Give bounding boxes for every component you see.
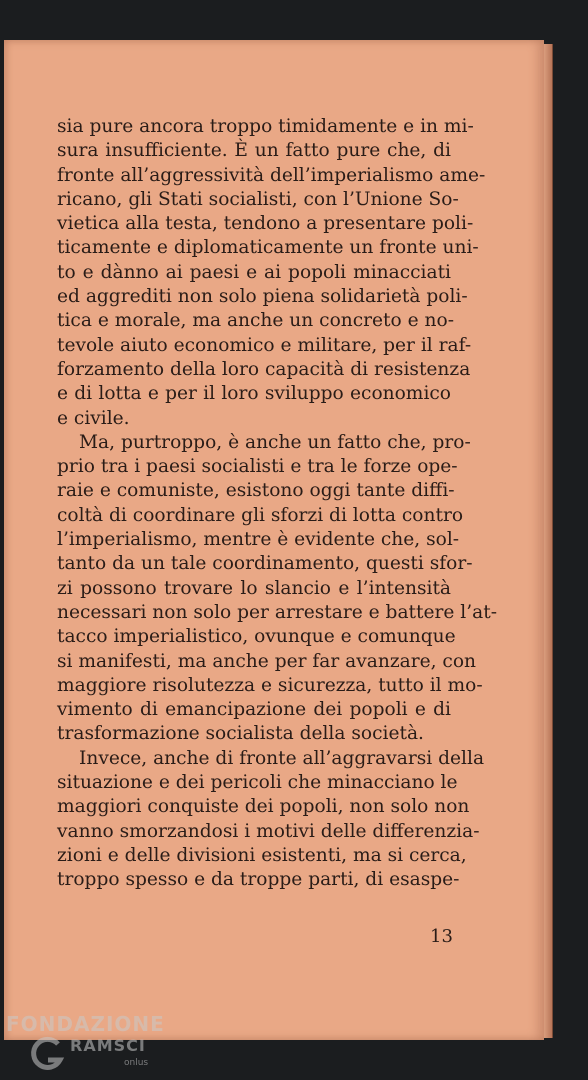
text-line: Invece, anche di fronte all’aggravarsi della bbox=[79, 747, 485, 769]
text-line: Ma, purtroppo, è anche un fatto che, pro- bbox=[79, 431, 471, 453]
text-line: forzamento della loro capacità di resistenza bbox=[57, 358, 471, 380]
text-line: ed aggrediti non solo piena solidarietà poli- bbox=[57, 286, 468, 308]
text-line: ticamente e diplomaticamente un fronte uni- bbox=[57, 237, 479, 259]
text-line: tica e morale, ma anche un concreto e no- bbox=[57, 310, 454, 332]
text-line: tacco imperialistico, ovunque e comunque bbox=[57, 626, 456, 648]
page-number: 13 bbox=[430, 926, 453, 947]
text-line: fronte all’aggressività dell’imperialismo ame- bbox=[57, 164, 486, 186]
watermark-line-1: FONDAZIONE bbox=[6, 1012, 165, 1036]
watermark bbox=[4, 1012, 164, 1076]
text-line: e di lotta e per il loro sviluppo economico bbox=[57, 383, 451, 405]
text-line: zioni e delle divisioni esistenti, ma si cerca, bbox=[57, 844, 467, 866]
text-line: sia pure ancora troppo timidamente e in mi- bbox=[57, 116, 474, 137]
text-line: trasformazione socialista della società. bbox=[57, 723, 424, 745]
text-line: zi possono trovare lo slancio e l’intensità bbox=[57, 577, 451, 599]
text-line: ricano, gli Stati socialisti, con l’Unione So- bbox=[57, 188, 459, 210]
text-line: raie e comuniste, esistono oggi tante diffi- bbox=[57, 480, 455, 502]
text-line: prio tra i paesi socialisti e tra le forze ope- bbox=[57, 456, 458, 478]
text-line: vanno smorzandosi i motivi delle differenzia- bbox=[57, 820, 480, 842]
watermark-line-3: onlus bbox=[124, 1058, 149, 1068]
fondazione-logo-icon bbox=[28, 1034, 68, 1074]
text-line: necessari non solo per arrestare e battere l’at- bbox=[57, 601, 497, 623]
text-line: sura insufficiente. È un fatto pure che, di bbox=[57, 140, 451, 162]
text-line: to e dànno ai paesi e ai popoli minacciati bbox=[57, 261, 451, 283]
text-line: e civile. bbox=[57, 407, 130, 429]
text-line: l’imperialismo, mentre è evidente che, sol- bbox=[57, 529, 460, 551]
text-line: situazione e dei pericoli che minacciano le bbox=[57, 772, 458, 794]
text-line: tevole aiuto economico e militare, per il raf- bbox=[57, 334, 472, 356]
text-line: troppo spesso e da troppe parti, di esaspe- bbox=[57, 869, 460, 891]
text-line: vietica alla testa, tendono a presentare poli- bbox=[57, 213, 474, 235]
text-line: vimento di emancipazione dei popoli e di bbox=[57, 699, 451, 721]
text-line: tanto da un tale coordinamento, questi sfor- bbox=[57, 553, 473, 575]
text-line: maggiore risolutezza e sicurezza, tutto il mo- bbox=[57, 674, 483, 696]
text-line: coltà di coordinare gli sforzi di lotta contro bbox=[57, 504, 464, 526]
text-line: si manifesti, ma anche per far avanzare, con bbox=[57, 650, 476, 672]
watermark-line-2: RAMSCI bbox=[70, 1036, 146, 1055]
text-line: maggiori conquiste dei popoli, non solo non bbox=[57, 796, 470, 818]
body-text bbox=[57, 115, 497, 893]
